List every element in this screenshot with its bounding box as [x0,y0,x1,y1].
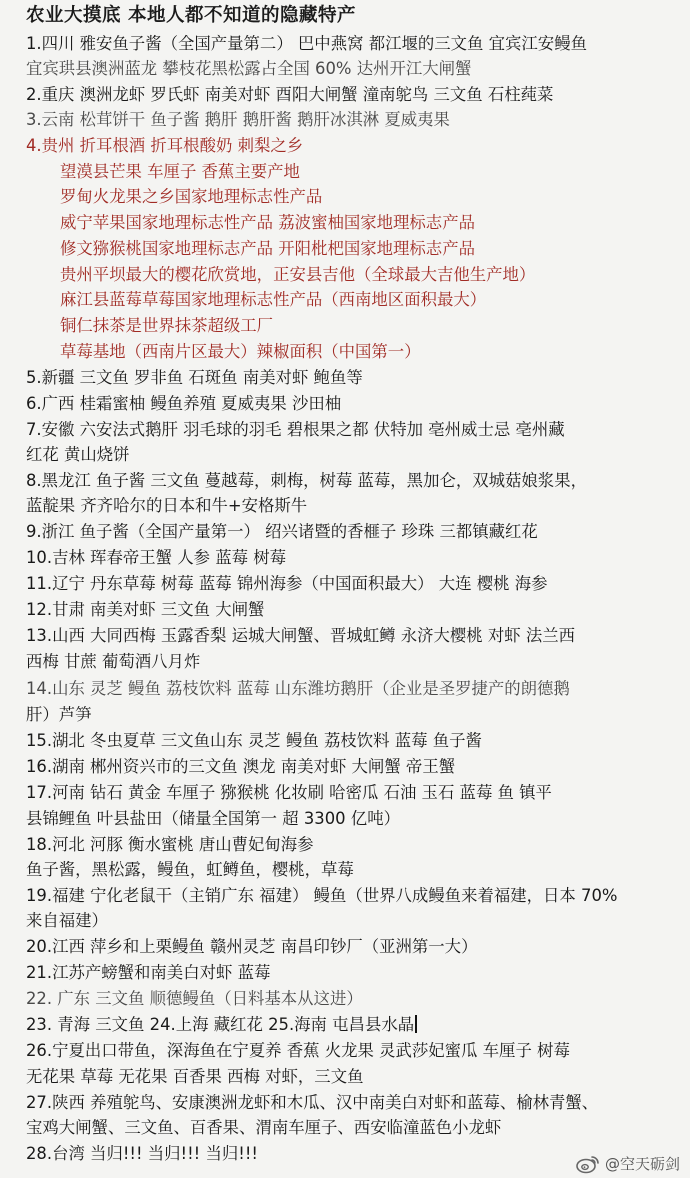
text-line: 16.湖南 郴州资兴市的三文鱼 澳龙 南美对虾 大闸蟹 帝王蟹 [26,757,456,776]
text-line: 18.河北 河豚 衡水蜜桃 唐山曹妃甸海参 [26,835,314,854]
text-line: 无花果 草莓 无花果 百香果 西梅 对虾，三文鱼 [26,1067,364,1086]
text-line [26,1013,684,1037]
text-line: 20.江西 萍乡和上栗鳗鱼 赣州灵芝 南昌印钞厂（亚洲第一大） [26,937,478,956]
text-line: 9.浙江 鱼子酱（全国产量第一） 绍兴诸暨的香榧子 珍珠 三都镇藏红花 [26,522,538,541]
text-line: 县锦鲤鱼 叶县盐田（储量全国第一 超 3300 亿吨） [26,809,400,828]
text-line: 肝）芦笋 [26,705,92,724]
text-line: 来自福建） [26,911,108,930]
text-line: 17.河南 钻石 黄金 车厘子 猕猴桃 化妆刷 哈密瓜 石油 玉石 蓝莓 鱼 镇平 [26,783,552,802]
text-line: 28.台湾 当归!!! 当归!!! 当归!!! [26,1144,258,1163]
text-line: 西梅 甘蔗 葡萄酒八月炸 [26,652,201,671]
text-line: 红花 黄山烧饼 [26,445,130,464]
text-line-guizhou: 威宁苹果国家地理标志性产品 荔波蜜柚国家地理标志产品 [60,213,475,232]
text-cursor [415,1015,417,1033]
text-line: 1.四川 雅安鱼子酱（全国产量第二） 巴中燕窝 都江堰的三文鱼 宜宾江安鳗鱼 [26,34,587,53]
text-line-guizhou: 望漠县芒果 车厘子 香蕉主要产地 [60,162,300,181]
text-line: 2.重庆 澳洲龙虾 罗氏虾 南美对虾 酉阳大闸蟹 潼南鸵鸟 三文鱼 石柱莼菜 [26,85,554,104]
text-line-guizhou: 铜仁抹茶是世界抹茶超级工厂 [60,316,274,335]
text-line-guizhou: 修文猕猴桃国家地理标志产品 开阳枇杷国家地理标志产品 [60,239,475,258]
text-line: 14.山东 灵芝 鳗鱼 荔枝饮料 蓝莓 山东潍坊鹅肝（企业是圣罗捷产的朗德鹅 [26,679,570,698]
text-line-guizhou: 麻江县蓝莓草莓国家地理标志性产品（西南地区面积最大） [60,290,487,309]
text-line: 鱼子酱，黑松露，鳗鱼，虹鳟鱼，樱桃，草莓 [26,860,354,879]
text-line: 宜宾珙县澳洲蓝龙 攀枝花黑松露占全国 60% 达州开江大闸蟹 [26,59,472,78]
watermark-text: @空天砺剑 [604,1155,680,1173]
text-line: 10.吉林 珲春帝王蟹 人参 蓝莓 树莓 [26,548,286,567]
weibo-icon [575,1154,601,1174]
text-line: 19.福建 宁化老鼠干（主销广东 福建） 鳗鱼（世界八成鳗鱼来着福建，日本 70% [26,886,618,905]
text-line: 26.宁夏出口带鱼，深海鱼在宁夏养 香蕉 火龙果 灵武莎妃蜜瓜 车厘子 树莓 [26,1041,570,1060]
text-line-content: 23. 青海 三文鱼 24.上海 藏红花 25.海南 屯昌县水晶 [26,1015,415,1034]
text-line: 15.湖北 冬虫夏草 三文鱼山东 灵芝 鳗鱼 荔枝饮料 蓝莓 鱼子酱 [26,731,482,750]
text-line: 6.广西 桂霜蜜柚 鳗鱼养殖 夏威夷果 沙田柚 [26,394,342,413]
text-line: 蓝靛果 齐齐哈尔的日本和牛+安格斯牛 [26,496,308,515]
text-line: 5.新疆 三文鱼 罗非鱼 石斑鱼 南美对虾 鲍鱼等 [26,368,363,387]
text-line: 13.山西 大同西梅 玉露香梨 运城大闸蟹、晋城虹鳟 永济大樱桃 对虾 法兰西 [26,626,576,645]
text-line: 11.辽宁 丹东草莓 树莓 蓝莓 锦州海参（中国面积最大） 大连 樱桃 海参 [26,574,548,593]
text-line: 27.陕西 养殖鸵鸟、安康澳洲龙虾和木瓜、汉中南美白对虾和蓝莓、榆林青蟹、 [26,1093,599,1112]
text-line: 21.江苏产螃蟹和南美白对虾 蓝莓 [26,963,271,982]
text-line-guizhou: 罗甸火龙果之乡国家地理标志性产品 [60,187,323,206]
text-line: 3.云南 松茸饼干 鱼子酱 鹅肝 鹅肝酱 鹅肝冰淇淋 夏威夷果 [26,110,450,129]
text-line: 宝鸡大闸蟹、三文鱼、百香果、渭南车厘子、西安临潼蓝色小龙虾 [26,1118,502,1137]
text-line-guizhou: 草莓基地（西南片区最大）辣椒面积（中国第一） [60,342,421,361]
text-line: 12.甘肃 南美对虾 三文鱼 大闸蟹 [26,600,265,619]
text-line: 7.安徽 六安法式鹅肝 羽毛球的羽毛 碧根果之都 伏特加 亳州威士忌 亳州藏 [26,420,565,439]
text-line-guizhou: 贵州平坝最大的樱花欣赏地，正安县吉他（全球最大吉他生产地） [60,265,536,284]
text-line: 22. 广东 三文鱼 顺德鳗鱼（日料基本从这进） [26,989,363,1008]
watermark [575,1153,680,1174]
page-title: 农业大摸底 本地人都不知道的隐藏特产 [26,5,356,26]
text-line: 8.黑龙江 鱼子酱 三文鱼 蔓越莓，刺梅，树莓 蓝莓，黑加仑，双城菇娘浆果， [26,471,587,490]
text-line-guizhou: 4.贵州 折耳根酒 折耳根酸奶 刺梨之乡 [26,136,304,155]
